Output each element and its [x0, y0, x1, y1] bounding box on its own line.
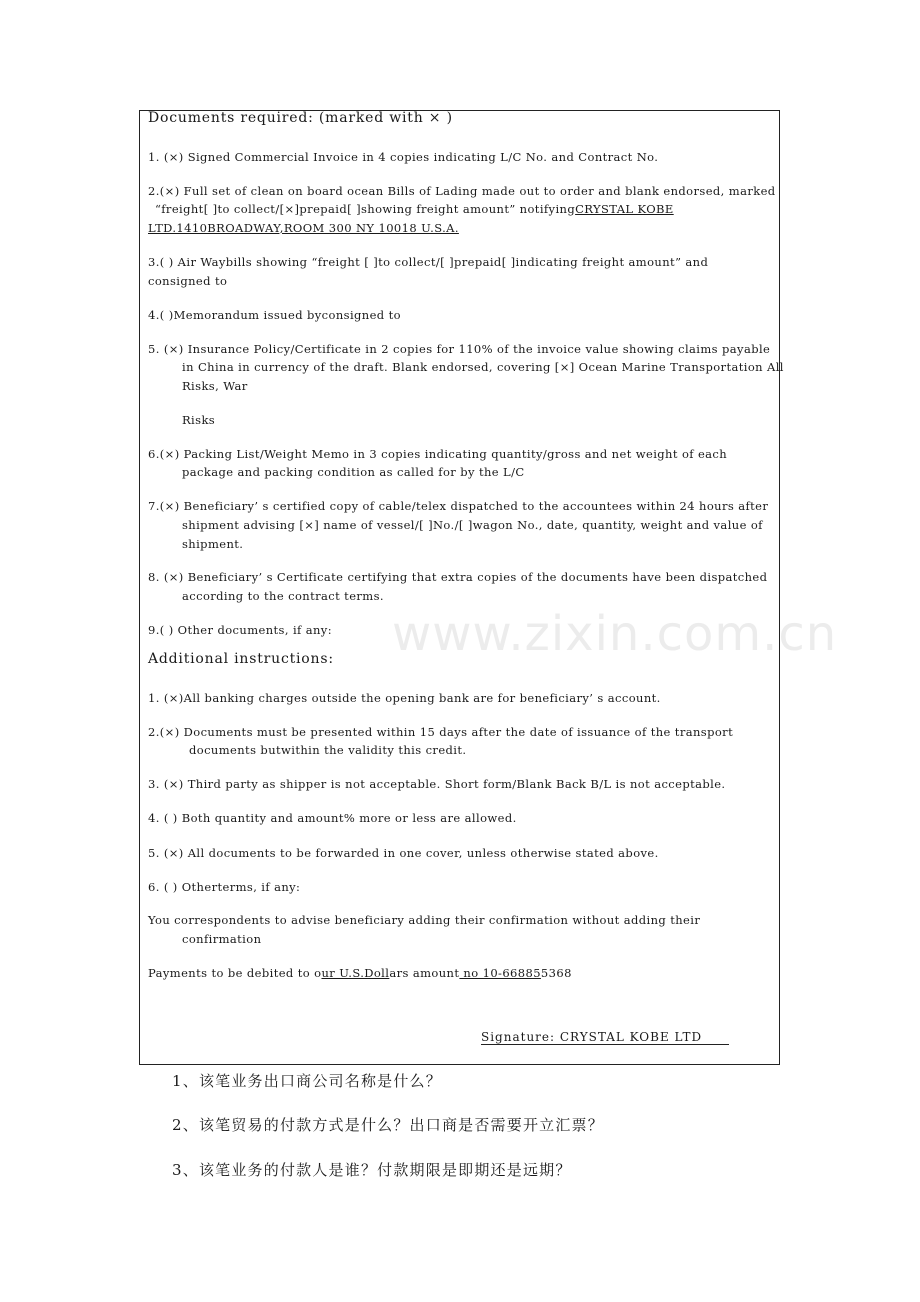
- question-3: 3、该笔业务的付款人是谁？付款期限是即期还是远期？: [172, 1161, 572, 1179]
- question-1: 1、该笔业务出口商公司名称是什么？: [172, 1072, 442, 1090]
- signature-line: Signature: CRYSTAL KOBE LTD: [481, 1030, 729, 1045]
- doc-item-8-line2: according to the contract terms.: [182, 589, 384, 603]
- payment-currency: ur U.S.Doll: [321, 966, 390, 980]
- doc-item-5-line3: Risks, War: [182, 379, 248, 393]
- instruction-6: 6. ( ) Otherterms, if any:: [148, 880, 301, 894]
- doc-item-8-line1: 8. (×) Beneficiary’ s Certificate certifying that extra copies of the documents have been dispatched: [148, 570, 768, 584]
- doc-item-7-line1: 7.(×) Beneficiary’ s certified copy of cable/telex dispatched to the accountees within 24 hours after: [148, 499, 769, 513]
- doc-item-3-line1: 3.( ) Air Waybills showing “freight [ ]to collect/[ ]prepaid[ ]indicating freight amount” and: [148, 255, 709, 269]
- doc-item-9: 9.( ) Other documents, if any:: [148, 623, 332, 637]
- doc-item-7-line3: shipment.: [182, 537, 244, 551]
- doc-item-5-line2: in China in currency of the draft. Blank endorsed, covering [×] Ocean Marine Transportation All: [182, 360, 784, 374]
- doc-item-2-line2: [155, 200, 674, 219]
- notify-party-name: CRYSTAL KOBE: [575, 202, 674, 216]
- payment-text-1: Payments to be debited to o: [148, 966, 322, 980]
- payment-account-no: no 10-66885: [459, 966, 541, 980]
- instruction-2-line2: documents butwithin the validity this credit.: [189, 743, 467, 757]
- instruction-3: 3. (×) Third party as shipper is not acceptable. Short form/Blank Back B/L is not acceptable.: [148, 777, 726, 791]
- doc-item-6-line2: package and packing condition as called for by the L/C: [182, 465, 525, 479]
- advising-line1: You correspondents to advise beneficiary adding their confirmation without adding their: [148, 913, 701, 927]
- doc-item-1: 1. (×) Signed Commercial Invoice in 4 copies indicating L/C No. and Contract No.: [148, 150, 659, 164]
- doc-item-3-line2: consigned to: [148, 274, 228, 288]
- instruction-4: 4. ( ) Both quantity and amount% more or less are allowed.: [148, 811, 517, 825]
- doc-item-2-line1: 2.(×) Full set of clean on board ocean Bills of Lading made out to order and blank endorsed, marked: [148, 184, 776, 198]
- notify-party-address: LTD.1410BROADWAY,ROOM 300 NY 10018 U.S.A.: [148, 221, 459, 235]
- watermark: www.zixin.com.cn: [392, 606, 838, 662]
- additional-instructions-heading: Additional instructions:: [148, 651, 334, 667]
- question-2: 2、该笔贸易的付款方式是什么？出口商是否需要开立汇票？: [172, 1116, 604, 1134]
- doc-item-7-line2: shipment advising [×] name of vessel/[ ]No./[ ]wagon No., date, quantity, weight and value of: [182, 518, 763, 532]
- payment-debit-line: [148, 964, 572, 983]
- payment-text-2: ars amount: [389, 966, 460, 980]
- doc-item-2-text: “freight[ ]to collect/[×]prepaid[ ]showing freight amount” notifying: [155, 202, 576, 216]
- instruction-5: 5. (×) All documents to be forwarded in one cover, unless otherwise stated above.: [148, 846, 659, 860]
- doc-item-6-line1: 6.(×) Packing List/Weight Memo in 3 copies indicating quantity/gross and net weight of each: [148, 447, 728, 461]
- advising-line2: confirmation: [182, 932, 262, 946]
- doc-item-4: 4.( )Memorandum issued byconsigned to: [148, 308, 401, 322]
- payment-text-3: 5368: [540, 966, 572, 980]
- doc-item-5-line1: 5. (×) Insurance Policy/Certificate in 2 copies for 110% of the invoice value showing claims payable: [148, 342, 771, 356]
- documents-required-heading: Documents required: (marked with × ): [148, 110, 453, 126]
- instruction-2-line1: 2.(×) Documents must be presented within 15 days after the date of issuance of the transport: [148, 725, 734, 739]
- instruction-1: 1. (×)All banking charges outside the opening bank are for beneficiary’ s account.: [148, 691, 661, 705]
- doc-item-5-line4: Risks: [182, 413, 216, 427]
